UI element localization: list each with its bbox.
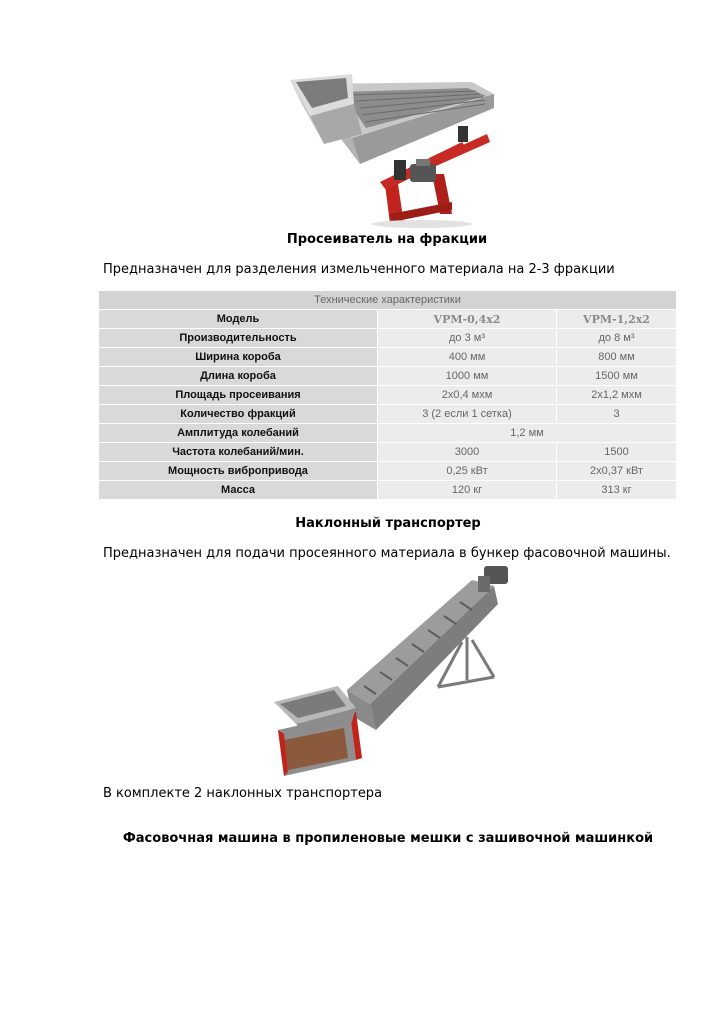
- sieve-title: Просеиватель на фракции: [286, 232, 488, 247]
- spec-value-2: 3: [557, 405, 677, 424]
- conveyor-image: [272, 562, 517, 782]
- spec-value-2: 1500: [557, 443, 677, 462]
- packing-title: Фасовочная машина в пропиленовые мешки с зашивочной машинкой: [122, 831, 654, 846]
- table-row: [99, 329, 677, 348]
- spec-label: Длина короба: [99, 367, 378, 386]
- spec-label: Мощность вибропривода: [99, 462, 378, 481]
- spec-value-1: 3 (2 если 1 сетка): [378, 405, 557, 424]
- table-row: [99, 481, 677, 500]
- spec-label: Модель: [99, 310, 378, 329]
- specs-caption-row: [99, 291, 677, 310]
- spec-value-2: до 8 м³: [557, 329, 677, 348]
- spec-value-1: до 3 м³: [378, 329, 557, 348]
- spec-value-1: 1000 мм: [378, 367, 557, 386]
- table-row: [99, 348, 677, 367]
- spec-model-1: VPM-0,4x2: [378, 310, 557, 329]
- spec-model-2: VPM-1,2x2: [557, 310, 677, 329]
- table-row: [99, 367, 677, 386]
- spec-label: Амплитуда колебаний: [99, 424, 378, 443]
- table-row: [99, 405, 677, 424]
- table-row: [99, 443, 677, 462]
- spec-label: Площадь просеивания: [99, 386, 378, 405]
- conveyor-description: Предназначен для подачи просеянного материала в бункер фасовочной машины.: [103, 546, 671, 561]
- spec-label: Масса: [99, 481, 378, 500]
- conveyor-title: Наклонный транспортер: [295, 516, 481, 531]
- spec-value-2: 313 кг: [557, 481, 677, 500]
- sieve-machine-image: [282, 64, 500, 230]
- spec-value-2: 2х1,2 мхм: [557, 386, 677, 405]
- spec-value-1: 120 кг: [378, 481, 557, 500]
- specs-table: [98, 290, 677, 500]
- spec-value-1: 0,25 кВт: [378, 462, 557, 481]
- spec-value-2: 800 мм: [557, 348, 677, 367]
- spec-value-merged: 1,2 мм: [378, 424, 677, 443]
- spec-label: Количество фракций: [99, 405, 378, 424]
- spec-value-1: 400 мм: [378, 348, 557, 367]
- specs-caption: Технические характеристики: [99, 291, 677, 310]
- spec-value-2: 1500 мм: [557, 367, 677, 386]
- spec-value-2: 2х0,37 кВт: [557, 462, 677, 481]
- conveyor-note: В комплекте 2 наклонных транспортера: [103, 786, 383, 801]
- table-row: [99, 386, 677, 405]
- table-row: [99, 310, 677, 329]
- spec-label: Частота колебаний/мин.: [99, 443, 378, 462]
- spec-label: Ширина короба: [99, 348, 378, 367]
- table-row: [99, 462, 677, 481]
- sieve-description: Предназначен для разделения измельченного материала на 2-3 фракции: [103, 262, 615, 277]
- table-row: [99, 424, 677, 443]
- spec-value-1: 2х0,4 мхм: [378, 386, 557, 405]
- spec-label: Производительность: [99, 329, 378, 348]
- spec-value-1: 3000: [378, 443, 557, 462]
